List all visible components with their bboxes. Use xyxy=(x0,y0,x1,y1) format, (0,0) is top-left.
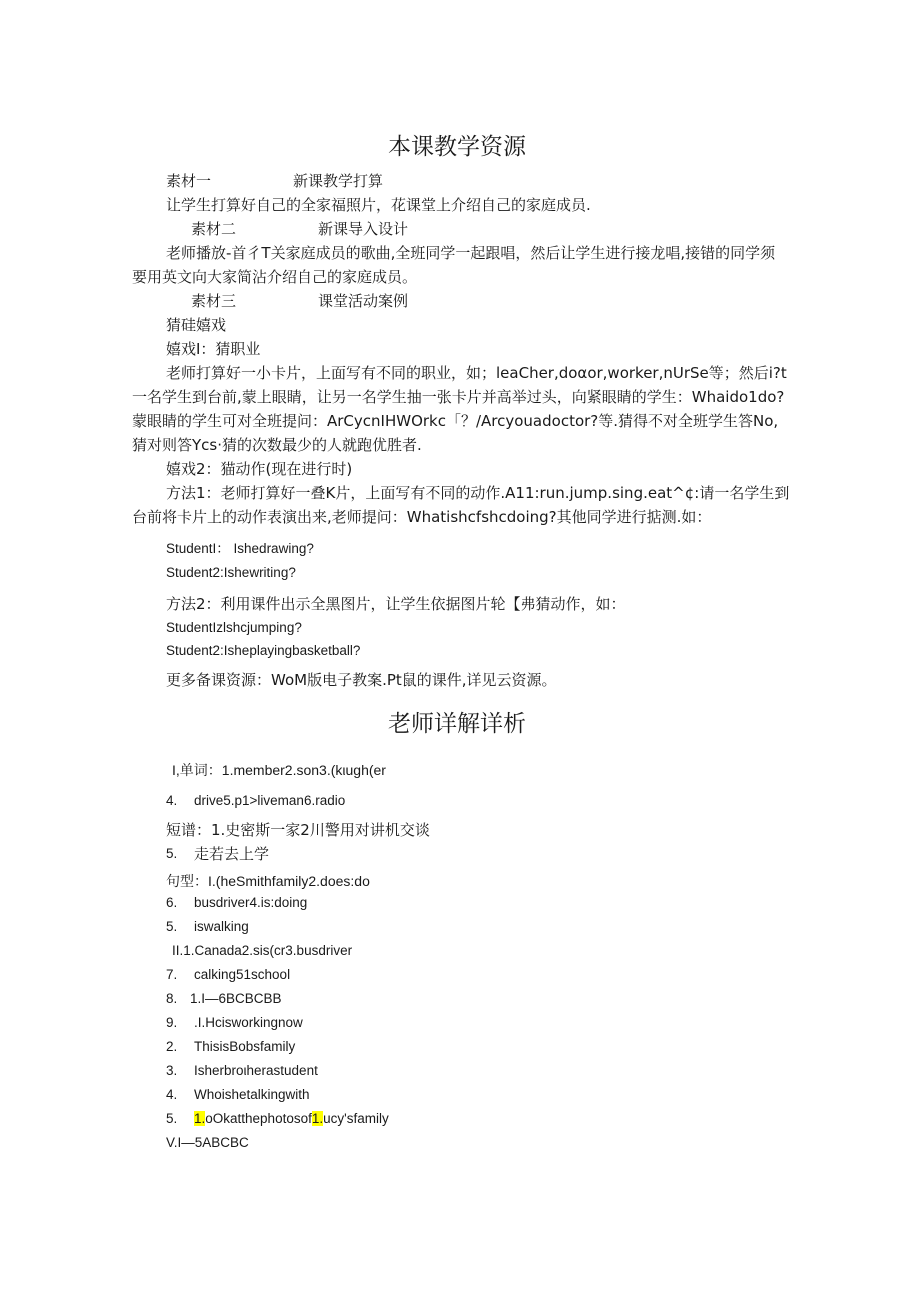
material1-title: 新课教学打算 xyxy=(293,172,384,190)
answer-line-13: Isherbroιherastudent xyxy=(194,1063,318,1078)
method2-text: 方法2：利用课件出示全黑图片，让学生依据图片轮【弗猜动作，如： xyxy=(166,595,626,613)
answer-line-15-end: ucy'sfamily xyxy=(323,1111,389,1126)
material1-label: 素材一 xyxy=(166,172,212,190)
answer-num-15: 5. xyxy=(166,1111,178,1126)
answer-line-5: 句型：I.(heSmithfamily2.does:do xyxy=(166,873,370,889)
answer-line-15 xyxy=(194,1111,389,1126)
answer-num-6: 6. xyxy=(166,895,178,910)
answer-line-11: .I.Hcisworkingnow xyxy=(194,1015,303,1030)
answer-line-16: V.I—5ABCBC xyxy=(166,1135,249,1150)
answer-line-8: II.1.Canada2.sis(cr3.busdriver xyxy=(172,943,353,958)
section2-title: 老师详解详析 xyxy=(388,711,526,737)
material3-label: 素材三 xyxy=(191,292,237,310)
answer-line-9: calking51school xyxy=(194,967,291,982)
student-line-2: Student2:Ishewriting? xyxy=(166,565,296,580)
student-line-1: StudentI： Ishedrawing? xyxy=(166,541,314,556)
method1-text: 方法1：老师打算好一叠K片，上面写有不同的动作.A11:run.jump.sing.eat^¢:请一名学生到台前将卡片上的动作表演出来,老师提问：Whatishcfshcdoing?其他同学进行掂测.如： xyxy=(132,484,790,526)
game2-heading: 嬉戏2：猫动作(现在进行时) xyxy=(166,460,353,478)
answer-num-9: 7. xyxy=(166,967,178,982)
material1-text: 让学生打算好自己的全家福照片，花课堂上介绍自己的家庭成员. xyxy=(166,196,591,214)
answer-num-10: 8. xyxy=(166,991,178,1006)
game-title: 猜硅嬉戏 xyxy=(166,316,227,334)
answer-num-14: 4. xyxy=(166,1087,178,1102)
highlight-mark-1: 1. xyxy=(194,1111,206,1126)
material2-label: 素材二 xyxy=(191,220,237,238)
student-line-4: Student2:Ishepla​yingbasketball? xyxy=(166,643,361,658)
material2-title: 新课导入设计 xyxy=(318,220,409,238)
material2-text: 老师播放-首彳T关家庭成员的歌曲,全班同学一起跟唱，然后让学生进行接龙唱,接错的同学须要用英文向大家简沾介绍自己的家庭成员。 xyxy=(132,244,776,286)
answer-num-2: 4. xyxy=(166,793,178,808)
answer-line-10: 1.I—6BCBCBB xyxy=(190,991,282,1006)
answer-line-3: 短谱：1.史密斯一家2川警用对讲机交谈 xyxy=(166,821,430,839)
answer-line-6: busdriver4.is:doing xyxy=(194,895,308,910)
game1-heading: 嬉戏I：猜职业 xyxy=(166,340,261,358)
answer-line-15-mid: oOkatthephotosof xyxy=(205,1111,312,1126)
answer-line-12: ThisisBobsfamily xyxy=(194,1039,296,1054)
answer-line-14: Whoishetalkingwith xyxy=(194,1087,310,1102)
student-line-3: StudentIzlshcjumping? xyxy=(166,620,302,635)
answer-line-2: drive5.p1>liveman6.radio xyxy=(194,793,346,808)
answer-num-13: 3. xyxy=(166,1063,178,1078)
answer-num-12: 2. xyxy=(166,1039,178,1054)
game1-text: 老师打算好一小卡片，上面写有不同的职业，如；leaCher,doαor,worker,nUrSe等；然后i?t一名学生到台前,蒙上眼睛，让另一名学生抽一张卡片并高举过头，向紧眼睛的学生：Whaido1do?蒙眼睛的学生可对全班提问：ArCycnIHWOrkc「？/Arcyouadoctor?等.猜得不对全班学生答No,猜对则答Ycs·猜的次数最少的人就跑优胜者. xyxy=(132,364,787,454)
highlight-mark-2: 1. xyxy=(311,1111,324,1126)
answer-line-7: iswalking xyxy=(194,919,249,934)
material3-title: 课堂活动案例 xyxy=(318,292,409,310)
answer-line-4: 走若去上学 xyxy=(194,845,270,863)
section1-title: 本课教学资源 xyxy=(388,134,526,160)
answer-num-11: 9. xyxy=(166,1015,178,1030)
answer-num-4: 5. xyxy=(166,846,178,861)
answer-line-1: I,单词：1.member2.son3.(kιugh(er xyxy=(172,762,386,778)
more-resources: 更多备课资源：WoM版电子教案.Pt鼠的课件,详见云资源。 xyxy=(166,671,557,689)
answer-num-7: 5. xyxy=(166,919,178,934)
